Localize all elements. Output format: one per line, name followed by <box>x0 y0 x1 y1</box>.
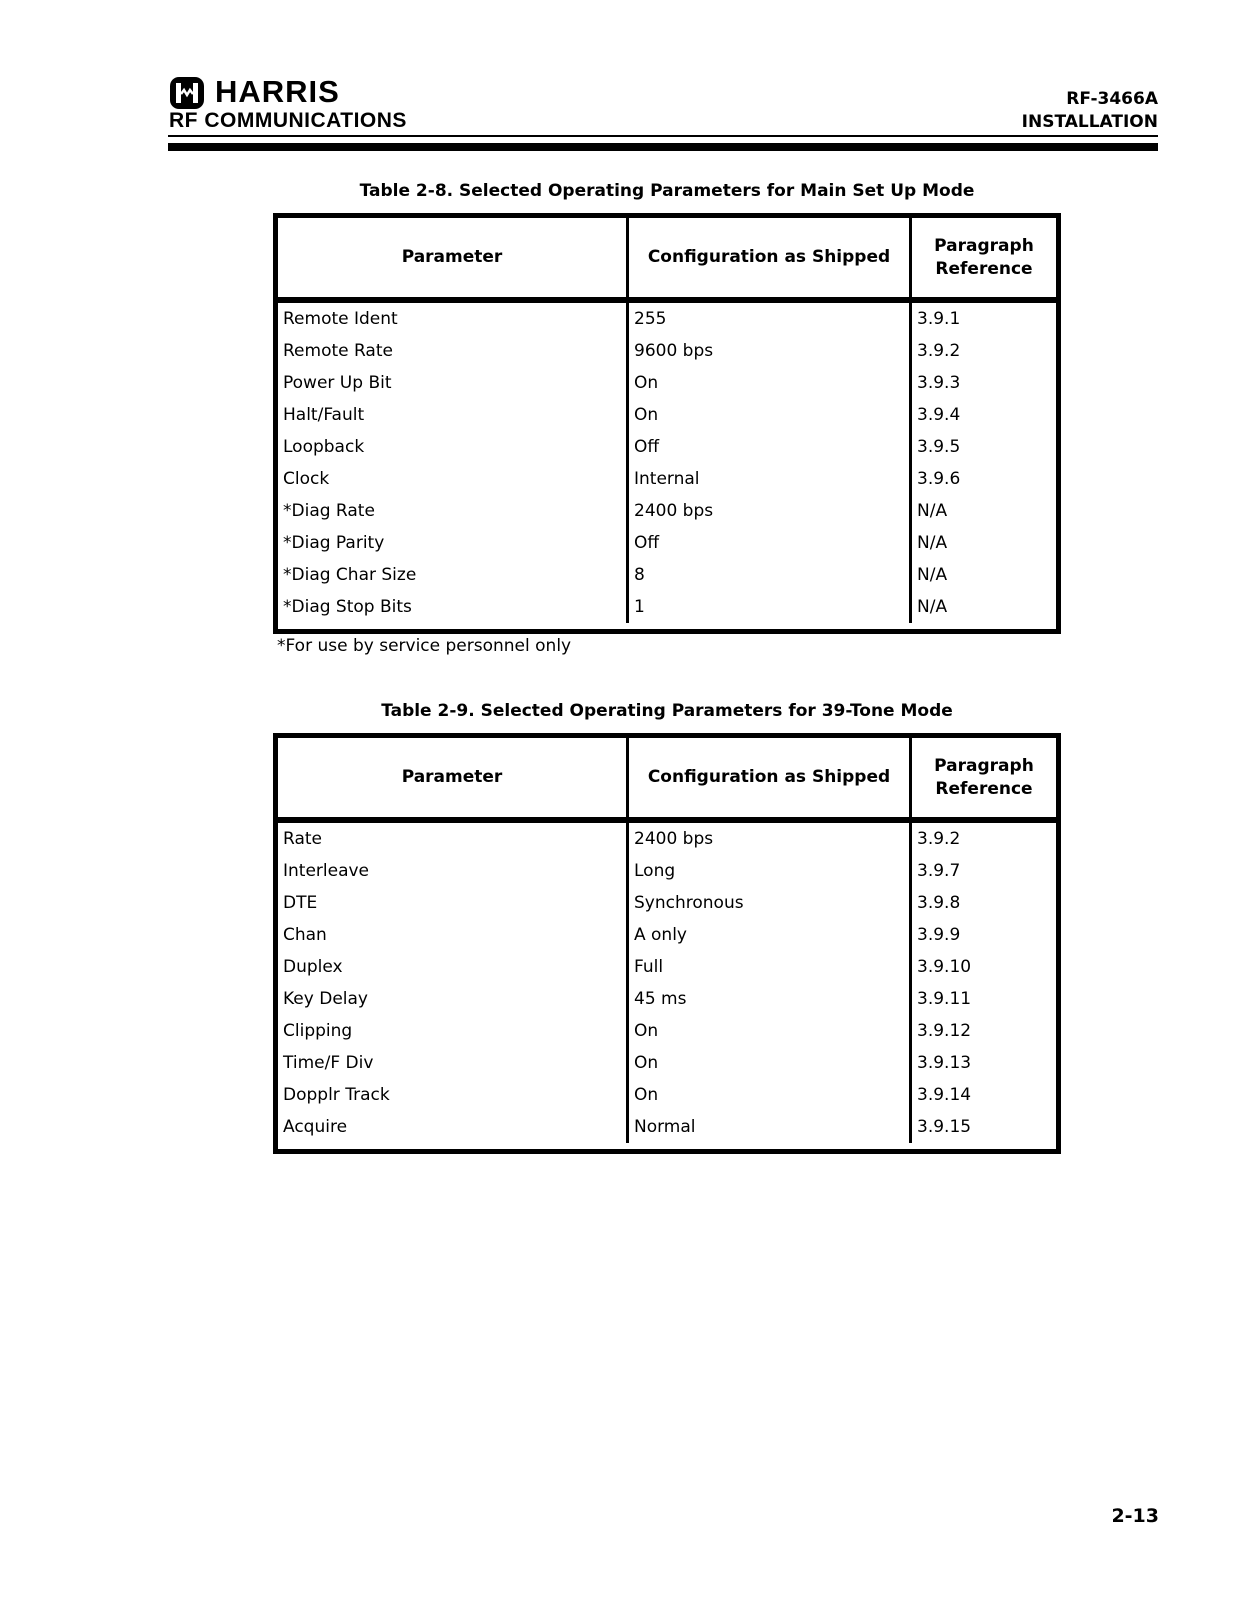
cell-parameter: Power Up Bit <box>278 367 629 399</box>
cell-reference: 3.9.15 <box>917 1117 972 1137</box>
table-2-9-caption: Table 2-9. Selected Operating Parameters for 39-Tone Mode <box>381 701 953 721</box>
cell-reference: 3.9.6 <box>917 469 961 489</box>
cell-parameter: Duplex <box>278 951 629 983</box>
cell-parameter: Clipping <box>278 1015 629 1047</box>
cell-configuration: Full <box>629 951 912 983</box>
column-header-paragraph-reference: Paragraph Reference <box>934 755 1034 799</box>
cell-parameter: *Diag Stop Bits <box>278 591 629 623</box>
cell-configuration: 8 <box>629 559 912 591</box>
cell-parameter: Halt/Fault <box>278 399 629 431</box>
cell-configuration: 2400 bps <box>629 495 912 527</box>
cell-parameter: Remote Rate <box>278 335 629 367</box>
cell-configuration: 9600 bps <box>629 335 912 367</box>
cell-configuration: On <box>629 399 912 431</box>
cell-parameter: Acquire <box>278 1111 629 1143</box>
header-rule-thick <box>168 143 1158 151</box>
table-2-8 <box>273 213 1061 634</box>
cell-configuration: On <box>629 1015 912 1047</box>
cell-parameter: Interleave <box>278 855 629 887</box>
table-2-8-caption: Table 2-8. Selected Operating Parameters for Main Set Up Mode <box>359 181 975 201</box>
column-header-paragraph-reference: Paragraph Reference <box>934 235 1034 279</box>
page-number: 2-13 <box>1111 1505 1159 1527</box>
cell-configuration: Synchronous <box>629 887 912 919</box>
cell-reference: N/A <box>917 533 948 553</box>
cell-reference: 3.9.14 <box>917 1085 972 1105</box>
brand-name: HARRIS <box>215 74 340 109</box>
cell-reference: 3.9.8 <box>917 893 961 913</box>
table-body <box>278 303 1056 623</box>
cell-configuration: 45 ms <box>629 983 912 1015</box>
cell-reference: 3.9.12 <box>917 1021 972 1041</box>
cell-reference: 3.9.11 <box>917 989 972 1009</box>
table-footnote: *For use by service personnel only <box>277 636 572 656</box>
cell-reference: 3.9.10 <box>917 957 972 977</box>
cell-reference: 3.9.3 <box>917 373 961 393</box>
cell-configuration: 255 <box>629 303 912 335</box>
table-header <box>278 738 1056 823</box>
cell-parameter: *Diag Parity <box>278 527 629 559</box>
table-header <box>278 218 1056 303</box>
division-name: RF COMMUNICATIONS <box>169 109 407 132</box>
table-body <box>278 823 1056 1143</box>
cell-configuration: Off <box>629 431 912 463</box>
cell-reference: 3.9.7 <box>917 861 961 881</box>
cell-configuration: A only <box>629 919 912 951</box>
cell-parameter: *Diag Char Size <box>278 559 629 591</box>
cell-reference: 3.9.5 <box>917 437 961 457</box>
cell-reference: 3.9.4 <box>917 405 961 425</box>
document-id: RF-3466A <box>1066 89 1158 109</box>
header-rule-thin <box>168 135 1158 137</box>
table-2-9 <box>273 733 1061 1154</box>
cell-parameter: *Diag Rate <box>278 495 629 527</box>
cell-reference: 3.9.9 <box>917 925 961 945</box>
cell-parameter: Remote Ident <box>278 303 629 335</box>
cell-parameter: Rate <box>278 823 629 855</box>
cell-configuration: Internal <box>629 463 912 495</box>
column-header-configuration: Configuration as Shipped <box>629 218 912 297</box>
column-header-parameter: Parameter <box>278 738 629 817</box>
cell-configuration: 1 <box>629 591 912 623</box>
cell-configuration: Normal <box>629 1111 912 1143</box>
cell-parameter: DTE <box>278 887 629 919</box>
cell-parameter: Chan <box>278 919 629 951</box>
cell-parameter: Clock <box>278 463 629 495</box>
cell-reference: 3.9.1 <box>917 309 961 329</box>
column-header-parameter: Parameter <box>278 218 629 297</box>
cell-configuration: On <box>629 367 912 399</box>
cell-reference: 3.9.13 <box>917 1053 972 1073</box>
cell-parameter: Time/F Div <box>278 1047 629 1079</box>
harris-logo <box>169 74 469 114</box>
section-title: INSTALLATION <box>1021 112 1158 132</box>
cell-configuration: On <box>629 1079 912 1111</box>
cell-parameter: Loopback <box>278 431 629 463</box>
cell-configuration: On <box>629 1047 912 1079</box>
cell-reference: 3.9.2 <box>917 829 961 849</box>
cell-reference: N/A <box>917 565 948 585</box>
cell-parameter: Key Delay <box>278 983 629 1015</box>
cell-reference: 3.9.2 <box>917 341 961 361</box>
cell-configuration: Off <box>629 527 912 559</box>
cell-reference: N/A <box>917 501 948 521</box>
cell-configuration: Long <box>629 855 912 887</box>
cell-configuration: 2400 bps <box>629 823 912 855</box>
cell-reference: N/A <box>917 597 948 617</box>
cell-parameter: Dopplr Track <box>278 1079 629 1111</box>
column-header-configuration: Configuration as Shipped <box>629 738 912 817</box>
harris-logo-icon <box>169 76 205 110</box>
